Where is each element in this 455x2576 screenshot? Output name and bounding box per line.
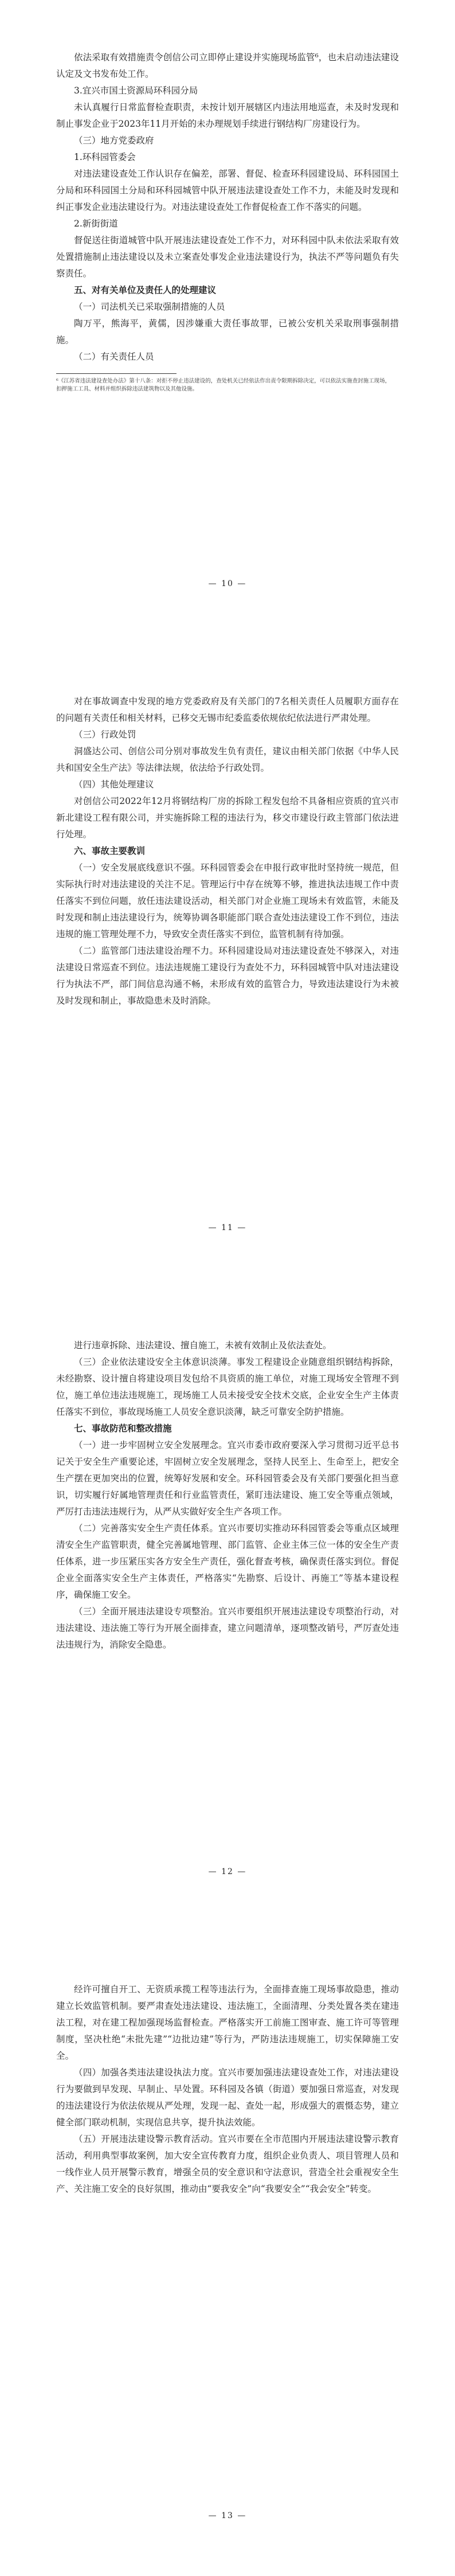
page-number: — 13 — [208, 2511, 247, 2520]
paragraph: 经许可擅自开工、无资质承揽工程等违法行为，全面排查施工现场事故隐患，推动建立长效监管机制。要严肃查处违法建设、违法施工，全面清理、分类处置各类在建违法工程，对在建工程加强现场监督检查。严格落实开工前施工图审查、施工许可等管理制度，坚决杜绝“未批先建”“边批边建”等行为，严防违法违规施工，切实保障施工安全。 [56, 1984, 399, 2061]
page-number: — 10 — [208, 579, 247, 588]
paragraph: （三）全面开展违法建设专项整治。宜兴市要组织开展违法建设专项整治行动，对违法建设、违法施工等行为开展全面排查，建立问题清单，逐项整改销号，严厉查处违法违规行为，消除安全隐患。 [56, 1606, 399, 1650]
page-13 [0, 1932, 455, 2576]
paragraph: （三）行政处罚 [74, 729, 136, 740]
page-number: — 12 — [208, 1867, 247, 1876]
page-number: — 11 — [208, 1223, 247, 1232]
paragraph: （一）安全发展底线意识不强。环科园管委会在申报行政审批时坚持统一规范，但实际执行时对违法建设的关注不足。管理运行中存在统筹不够，推进执法违规工作中责任落实不到位问题，放任违法建设活动，相关部门对企业施工现场未有效监管，未能及时发现和制止违法建设行为，统筹协调各职能部门联合查处违法建设工作不到位，违法违规的施工管理处理不力，导致安全责任落实不到位，监管机制有待加强。 [56, 862, 399, 939]
paragraph: 1.环科园管委会 [74, 152, 136, 162]
paragraph: （二）监管部门违法建设治理不力。环科园建设局对违法建设查处不够深入，对违法建设日常巡查不到位。违法违规施工建设行为查处不力，环科园城管中队对违法建设行为执法不严，部门间信息沟通不畅，未形成有效的监管合力，导致违法建设行为未被及时发现和制止，事故隐患未及时消除。 [56, 946, 399, 1006]
paragraph: （二）有关责任人员 [74, 352, 154, 362]
page-10 [0, 0, 455, 644]
paragraph: （二）完善落实安全生产责任体系。宜兴市要切实推动环科园管委会等重点区域理清安全生产监管职责，健全完善属地管理、部门监管、企业主体三位一体的安全生产责任体系，进一步压紧压实各方安全生产责任，强化督查考核，确保责任落实到位。督促企业全面落实安全生产主体责任，严格落实“先勘察、后设计、再施工”等基本建设程序，确保施工安全。 [56, 1523, 399, 1600]
section-heading: 七、事故防范和整改措施 [74, 1423, 172, 1434]
paragraph: （一）司法机关已采取强制措施的人员 [74, 302, 225, 312]
footnote: ⁶《江苏省违法建设查处办法》第十八条：对拒不停止违法建设的，查处机关已经依法作出责令限期拆除决定，可以依法实施查封施工现场， [56, 378, 391, 384]
paragraph: （四）加强各类违法建设执法力度。宜兴市要加强违法建设查处工作，对违法建设行为要做到早发现、早制止、早处置。环科园及各镇（街道）要加强日常巡查，对发现的违法建设行为依法依规从严处理，发现一起、查处一起，形成强大的震慑态势，建立健全部门联动机制，实现信息共享，提升执法效能。 [56, 2067, 399, 2128]
paragraph: （三）地方党委政府 [74, 135, 154, 146]
paragraph: 陶万平，熊海平，黄儒，因涉嫌重大责任事故罪，已被公安机关采取刑事强制措施。 [56, 318, 399, 345]
page-10-body [56, 49, 399, 393]
page-12-body [56, 1337, 399, 1653]
page-13-body [56, 1981, 399, 2198]
section-heading: 五、对有关单位及责任人的处理建议 [74, 285, 217, 295]
paragraph: 3.宜兴市国土资源局环科园分局 [74, 85, 198, 96]
page-11 [0, 644, 455, 1288]
paragraph: 对创信公司2022年12月将钢结构厂房的拆除工程发包给不具备相应资质的宜兴市新北建设工程有限公司，并实施拆除工程的违法行为，移交市建设行政主管部门依法进行处理。 [56, 796, 399, 840]
footnote-rule [56, 373, 176, 374]
footnote: 扣押施工工具、材料并组织拆除违法建筑物以及其他设施。 [56, 386, 198, 392]
paragraph: 洞盛达公司、创信公司分别对事故发生负有责任，建议由相关部门依据《中华人民共和国安全生产法》等法律法规，依法给予行政处罚。 [56, 746, 399, 773]
paragraph: 未认真履行日常监督检查职责，未按计划开展辖区内违法用地巡查，未及时发现和制止事发企业于2023年11月开始的未办理规划手续进行钢结构厂房建设行为。 [56, 102, 399, 129]
paragraph: 依法采取有效措施责令创信公司立即停止建设并实施现场监管⁶，也未启动违法建设认定及文书发布处工作。 [56, 52, 399, 79]
paragraph: （四）其他处理建议 [74, 779, 154, 790]
paragraph: （三）企业依法建设安全主体意识淡薄。事发工程建设企业随意组织钢结构拆除，未经勘察、设计擅自将建设项目发包给不具资质的施工单位，对施工现场安全管理不到位，施工单位违法违规施工，现场施工人员未接受安全技术交底，企业安全生产主体责任落实不到位，事故现场施工人员安全意识淡薄，缺乏可靠安全防护措施。 [56, 1357, 399, 1417]
paragraph: （一）进一步牢固树立安全发展理念。宜兴市委市政府要深入学习贯彻习近平总书记关于安全生产重要论述，牢固树立安全发展理念，坚持人民至上、生命至上，把安全生产摆在更加突出的位置，统筹好发展和安全。环科园管委会及有关部门要强化担当意识，切实履行好属地管理责任和行业监管责任，紧盯违法建设、施工安全等重点领域，严厉打击违法违规行为，从严从实做好安全生产各项工作。 [56, 1440, 399, 1517]
page-12 [0, 1288, 455, 1932]
page-11-body [56, 693, 399, 1009]
section-heading: 六、事故主要教训 [74, 846, 146, 856]
paragraph: 对在事故调查中发现的地方党委政府及有关部门的7名相关责任人员履职方面存在的问题有关责任和相关材料，已移交无锡市纪委监委依规依纪依法进行严肃处理。 [56, 696, 399, 723]
paragraph: 进行违章拆除、违法建设、擅自施工，未被有效制止及依法查处。 [74, 1340, 332, 1351]
paragraph: 2.新街街道 [74, 218, 118, 229]
paragraph: （五）开展违法建设警示教育活动。宜兴市要在全市范围内开展违法建设警示教育活动，利用典型事故案例，加大安全宣传教育力度，组织企业负责人、项目管理人员和一线作业人员开展警示教育，增强全员的安全意识和守法意识，营造全社会重视安全生产、关注施工安全的良好氛围，推动由“要我安全”向“我要安全”“我会安全”转变。 [56, 2134, 399, 2194]
paragraph: 对违法建设查处工作认识存在偏差，部署、督促、检查环科园建设局、环科园国土分局和环科园国土分局和环科园城管中队开展违法建设查处工作不力，未能及时发现和纠正事发企业违法建设行为。对违法建设查处工作督促检查工作不落实的问题。 [56, 169, 399, 212]
paragraph: 督促送往街道城管中队开展违法建设查处工作不力，对环科园中队未依法采取有效处置措施制止违法建设以及未立案查处事发企业违法建设行为，执法不严等问题负有失察责任。 [56, 235, 399, 279]
